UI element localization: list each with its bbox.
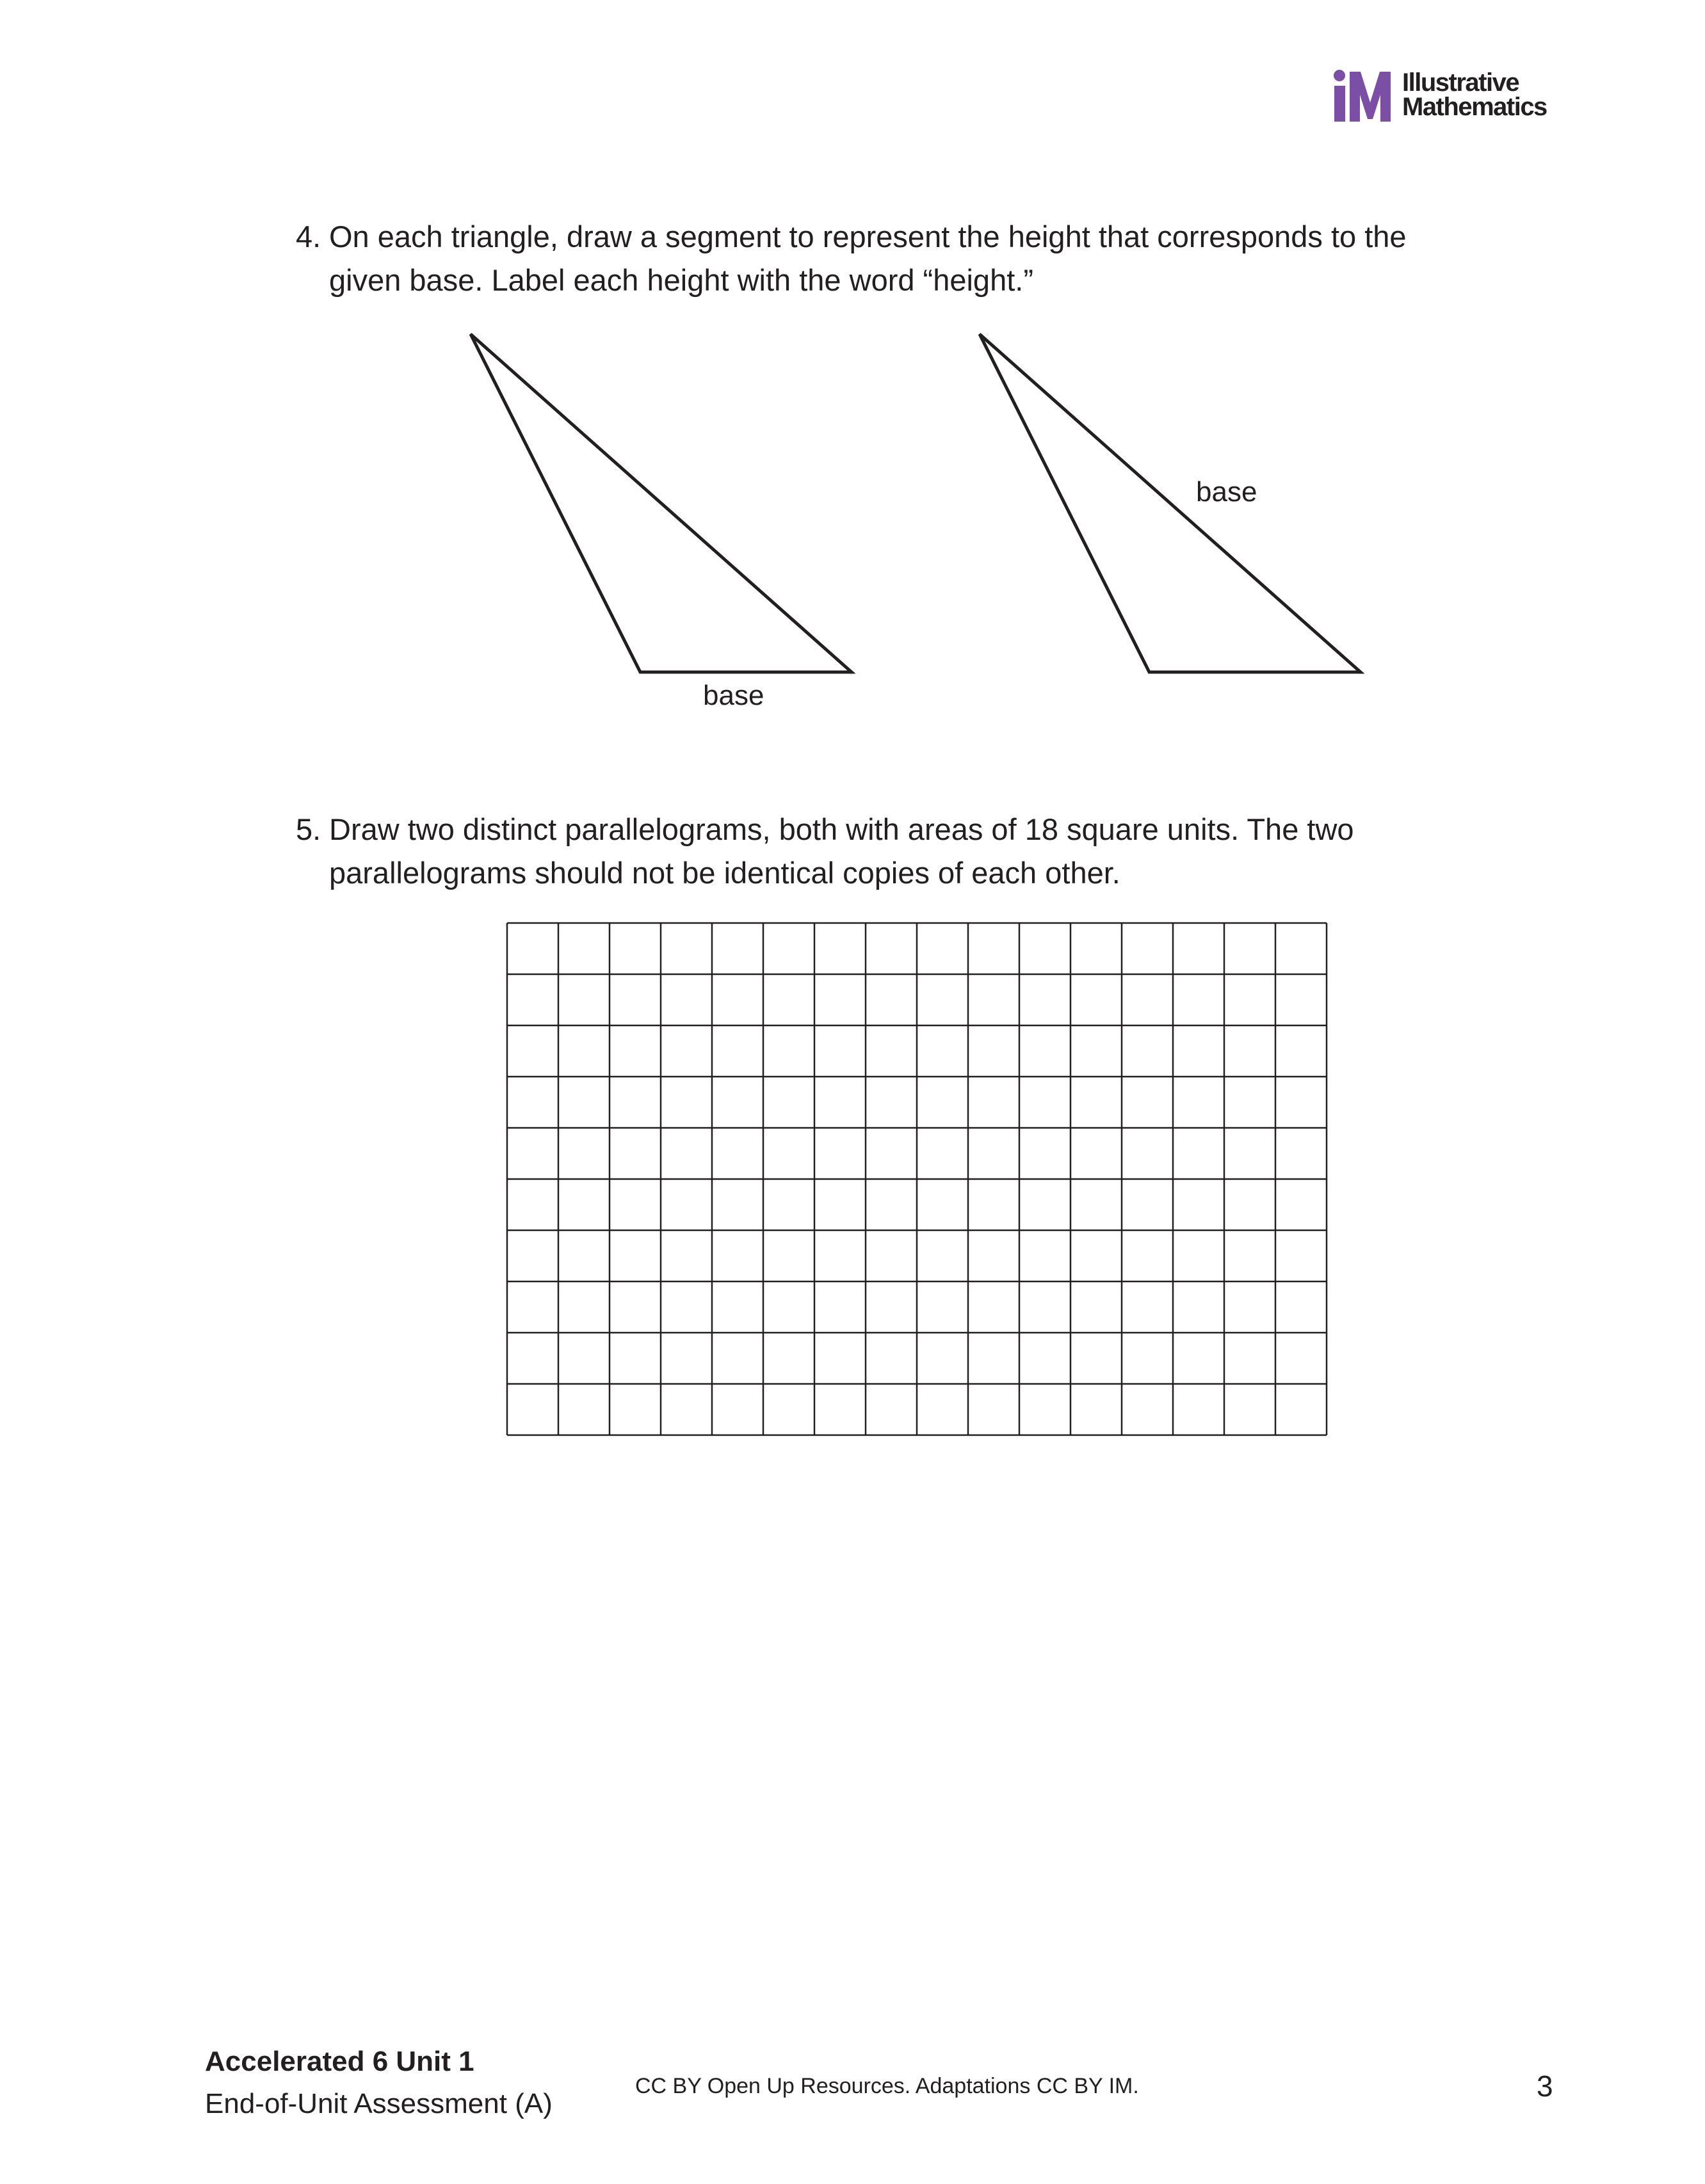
base-label-right: base (1196, 476, 1257, 508)
logo-line-2: Mathematics (1402, 93, 1547, 121)
question-line: parallelograms should not be identical copies of each other. (329, 856, 1120, 890)
question-line: On each triangle, draw a segment to represent the height that corresponds to the (329, 220, 1407, 253)
question-number: 4. (296, 220, 321, 253)
question-line: Draw two distinct parallelograms, both with areas of 18 square units. The two (329, 812, 1354, 846)
question-line: given base. Label each height with the word “height.” (329, 263, 1033, 297)
question-number: 5. (296, 812, 321, 846)
base-label-left: base (703, 680, 764, 711)
logo-line-1: Illustrative (1402, 68, 1519, 97)
page-number: 3 (1537, 2069, 1553, 2103)
footer-title: Accelerated 6 Unit 1 (205, 2046, 474, 2077)
footer-license: CC BY Open Up Resources. Adaptations CC BY IM. (635, 2074, 1139, 2098)
footer-subtitle: End-of-Unit Assessment (A) (205, 2088, 553, 2119)
